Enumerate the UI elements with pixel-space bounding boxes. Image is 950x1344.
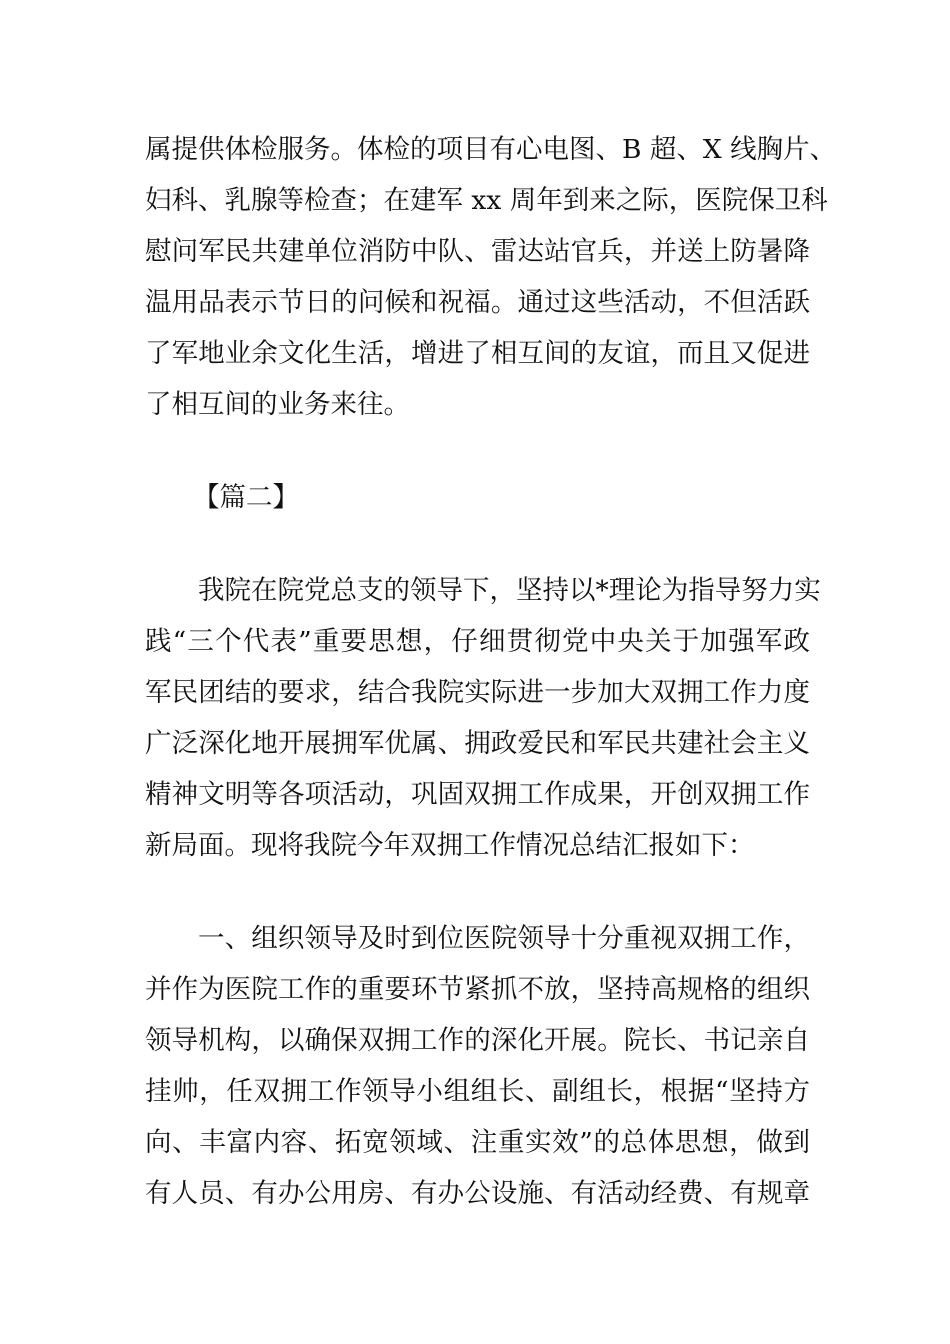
paragraph-3 — [145, 913, 810, 1219]
text-line: 挂帅，任双拥工作领导小组组长、副组长，根据“坚持方 — [145, 1076, 810, 1107]
text-line: 我院在院党总支的领导下，坚持以*理论为指导努力实 — [198, 575, 821, 606]
text-line: 慰问军民共建单位消防中队、雷达站官兵，并送上防暑降 — [145, 236, 810, 267]
paragraph-gap — [145, 523, 810, 565]
text-line: 广泛深化地开展拥军优属、拥政爱民和军民共建社会主义 — [145, 728, 810, 759]
paragraph-2 — [145, 565, 821, 871]
text-line: 军民团结的要求，结合我院实际进一步加大双拥工作力度 — [145, 677, 810, 708]
text-line: 温用品表示节日的问候和祝福。通过这些活动，不但活跃 — [145, 287, 810, 318]
text-line: 并作为医院工作的重要环节紧抓不放，坚持高规格的组织 — [145, 974, 810, 1005]
paragraph-gap — [145, 430, 810, 472]
text-line: 领导机构，以确保双拥工作的深化开展。院长、书记亲自 — [145, 1025, 810, 1056]
text-line: 向、丰富内容、拓宽领域、注重实效”的总体思想，做到 — [145, 1127, 810, 1158]
text-line: 有人员、有办公用房、有办公设施、有活动经费、有规章 — [145, 1178, 810, 1209]
text-line: 属提供体检服务。体检的项目有心电图、B 超、X 线胸片、 — [145, 134, 837, 165]
text-line: 精神文明等各项活动，巩固双拥工作成果，开创双拥工作 — [145, 779, 810, 810]
text-line: 妇科、乳腺等检查；在建军 xx 周年到来之际，医院保卫科 — [145, 185, 828, 216]
section-heading: 【篇二】 — [193, 482, 299, 513]
paragraph-gap — [145, 871, 810, 913]
text-line: 践“三个代表”重要思想，仔细贯彻党中央关于加强军政 — [145, 626, 810, 657]
paragraph-1 — [145, 124, 837, 430]
text-line: 新局面。现将我院今年双拥工作情况总结汇报如下： — [145, 830, 755, 861]
text-line: 了军地业余文化生活，增进了相互间的友谊，而且又促进 — [145, 338, 810, 369]
text-line: 了相互间的业务来往。 — [145, 389, 410, 420]
text-line: 一、组织领导及时到位医院领导十分重视双拥工作， — [198, 923, 810, 954]
document-body — [145, 124, 837, 1219]
